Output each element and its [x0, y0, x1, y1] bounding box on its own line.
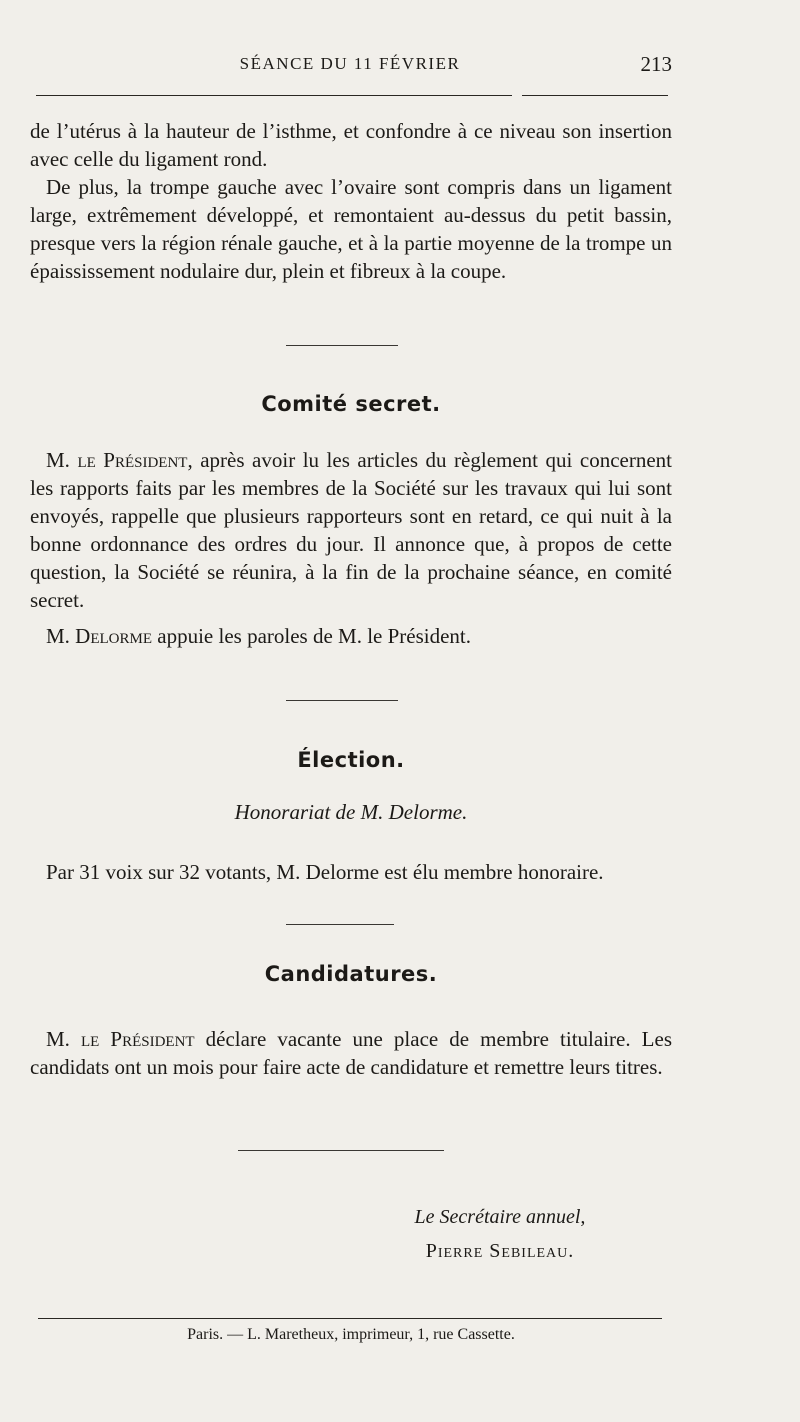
comite-paragraph-1-text: , après avoir lu les articles du règlement qui concernent les rapports faits par les membres de la Société sur les travaux qui lui sont envoyés, rappelle que plusieurs rapporteurs sont en retard, ce qui nuit à la bonne ordonnance des ordres du jour. Il annonce que, à propos de cette question, la Société se réunira, à la fin de la prochaine séance, en comité secret.: [30, 448, 672, 612]
header-rule-right: [522, 95, 668, 96]
section-separator: [286, 924, 394, 925]
continuation-paragraph-2: De plus, la trompe gauche avec l’ovaire sont compris dans un ligament large, extrêmement développé, et remontaient au-dessus du petit bassin, presque vers la région rénale gauche, et à la partie moyenne de la trompe un épaississement nodulaire dur, plein et fibreux à la coupe.: [30, 175, 672, 283]
footer-rule: [38, 1318, 662, 1319]
continuation-paragraph-1: de l’utérus à la hauteur de l’isthme, et confondre à ce niveau son insertion avec celle du ligament rond.: [30, 119, 672, 171]
section-separator: [286, 700, 398, 701]
page-number: 213: [640, 52, 672, 76]
closing-separator: [238, 1150, 444, 1151]
continuation-text: [30, 117, 672, 285]
signature-title: Le Secrétaire annuel,: [414, 1206, 586, 1228]
candidatures-text: [30, 1025, 672, 1081]
candidatures-paragraph: [30, 1025, 672, 1081]
signature-name: Pierre Sebileau.: [425, 1240, 575, 1262]
election-paragraph: Par 31 voix sur 32 votants, M. Delorme est élu membre honoraire.: [46, 860, 604, 884]
election-heading: Élection.: [297, 748, 405, 772]
candidatures-paragraph-text: déclare vacante une place de membre titulaire. Les candidats ont un mois pour faire acte de candidature et remettre leurs titres.: [30, 1027, 673, 1079]
section-separator: [286, 345, 398, 346]
comite-paragraph-1: [30, 446, 672, 614]
candidatures-heading: Candidatures.: [264, 962, 438, 986]
election-text: [30, 858, 672, 886]
printer-imprint: Paris. — L. Maretheux, imprimeur, 1, rue Cassette.: [187, 1326, 515, 1343]
comite-text: [30, 446, 672, 650]
election-subheading: Honorariat de M. Delorme.: [234, 800, 468, 824]
comite-paragraph-2-text: appuie les paroles de M. le Président.: [152, 624, 472, 648]
speaker-president: M. le Président: [46, 1027, 195, 1051]
running-title: SÉANCE DU 11 FÉVRIER: [239, 54, 461, 73]
comite-heading: Comité secret.: [261, 392, 441, 416]
running-head: [28, 52, 672, 78]
speaker-president: M. le Président: [46, 448, 188, 472]
comite-paragraph-2: [30, 622, 672, 650]
header-rule-left: [36, 95, 512, 96]
speaker-delorme: M. Delorme: [46, 624, 153, 648]
